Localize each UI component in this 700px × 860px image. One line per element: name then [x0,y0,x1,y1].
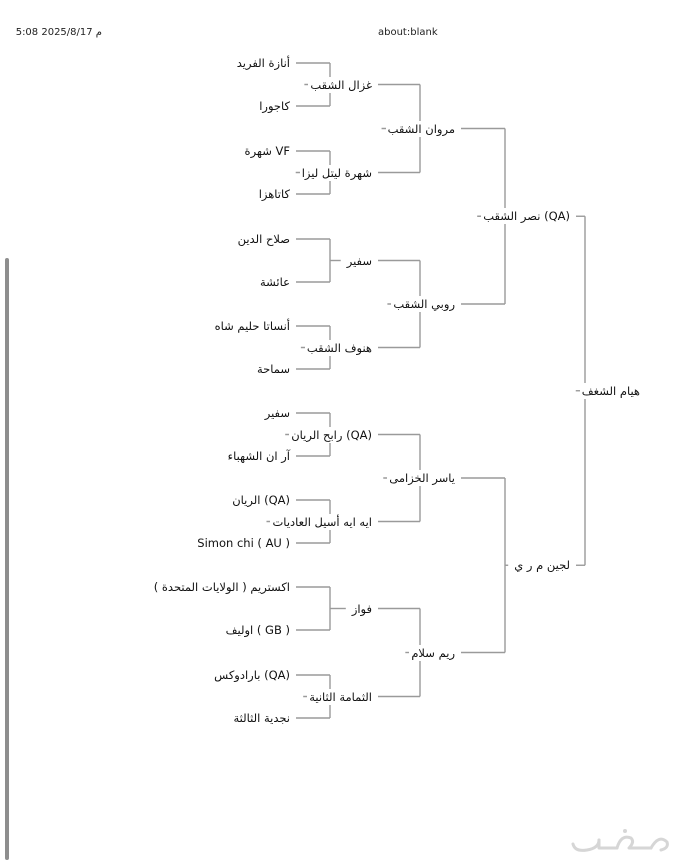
bracket-node-entry: سفير [346,253,372,268]
bracket-leaf-entry: عائشة [260,275,290,289]
bracket-node-entry: هنوف الشقب [306,340,372,355]
print-datetime: 5:08 2025/8/17 م [15,27,102,38]
bracket-node-entry: ريم سلام [411,645,455,660]
bracket-node-entry: روبي الشقب [393,297,455,311]
haraj-watermark-logo [565,826,675,856]
bracket-node-entry: غزال الشقب [310,77,372,92]
bracket-leaf-entry: صلاح الدين [237,232,290,246]
bracket-leaf-entry: سفير [264,406,290,420]
bracket-leaf-entry: بارادوكس (QA) [214,668,290,682]
bracket-node-entry: شهرة ليتل ليزا [301,165,372,180]
bracket-node-entry: نصر الشقب (QA) [483,209,570,224]
bracket-node-entry: الثمامة الثانية [309,689,372,704]
bracket-leaf-entry: أنساتا حليم شاه [214,319,290,333]
bracket-leaf-entry: كاتاهزا [258,187,290,201]
bracket-leaf-entry: اكستريم ( الولايات المتحدة ) [153,580,290,594]
bracket-node-entry: ياسر الخزامى [389,471,455,485]
bracket-node-entry: مروان الشقب [387,121,455,136]
bracket-node-entry: لجين م ر ي [514,558,570,573]
bracket-leaf-entry: Simon chi ( AU ) [197,536,290,550]
print-url: about:blank [378,27,438,38]
bracket-node-entry: ايه ايه أسيل العاديات [272,514,372,529]
bracket-leaf-entry: آر ان الشهباء [227,449,290,463]
bracket-leaf-entry: شهرة VF [244,144,290,158]
bracket-champion: هيام الشغف [581,383,640,398]
bracket-leaf-entry: كاجورا [259,99,290,113]
bracket-leaf-entry: اوليف ( GB ) [225,623,290,637]
bracket-leaf-entry: نجدية الثالثة [233,711,290,725]
bracket-node-entry: رابح الريان (QA) [291,427,372,442]
bracket-leaf-entry: سماحة [256,362,290,376]
bracket-leaf-entry: أنازة الفريد [236,56,290,70]
bracket-leaf-entry: الريان (QA) [232,493,290,507]
bracket-node-entry: فواز [351,601,372,616]
